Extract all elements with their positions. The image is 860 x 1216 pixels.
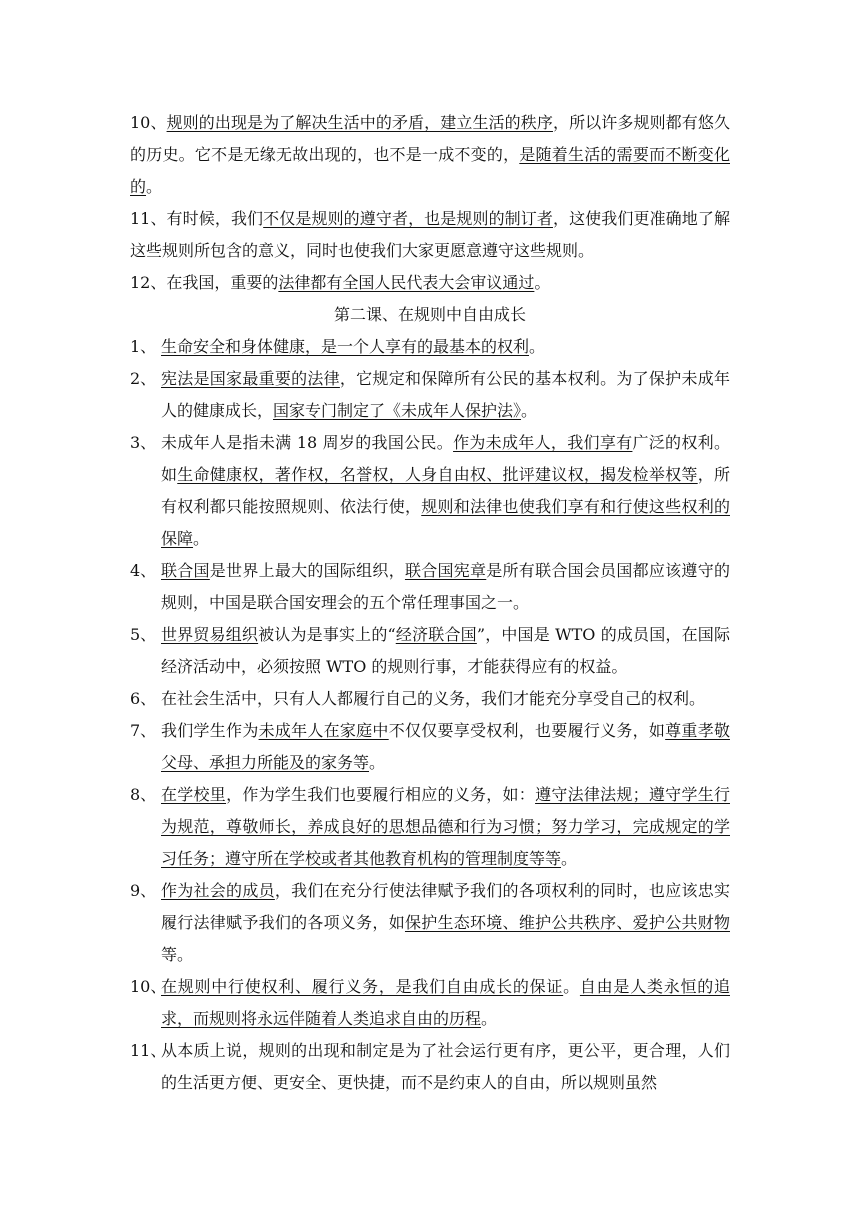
numbered-paragraph xyxy=(130,267,730,299)
numbered-paragraph xyxy=(130,363,730,427)
underlined-key-phrase: 世界贸易组织 xyxy=(161,625,259,644)
item-number: 5、 xyxy=(130,625,157,644)
text-segment: 我们学生作为 xyxy=(161,721,259,740)
text-segment: 广泛的权利。如 xyxy=(161,433,730,484)
text-segment: ，我们在充分行使法律赋予我们的各项权利的同时，也应该忠实履行法律赋予我们的各项义务，如 xyxy=(161,881,730,932)
text-segment: 等。 xyxy=(161,945,194,964)
text-segment: 。 xyxy=(529,337,546,356)
text-segment: 。 xyxy=(193,529,210,548)
underlined-key-phrase: 规则的出现是为了解决生活中的矛盾，建立生活的秩序 xyxy=(166,113,553,132)
text-segment: 11、有时候，我们 xyxy=(130,209,264,228)
underlined-key-phrase: 宪法是国家最重要的法律 xyxy=(161,369,340,388)
numbered-paragraph xyxy=(130,1035,730,1099)
text-segment: 。 xyxy=(369,753,386,772)
text-segment: 。 xyxy=(534,273,551,292)
underlined-key-phrase: 联合国宪章 xyxy=(404,561,487,580)
text-segment: 未成年人是指未满 18 周岁的我国公民。 xyxy=(161,433,454,452)
underlined-key-phrase: 规则和法律也使我们享有和行使这些权利的保障 xyxy=(161,497,730,548)
text-segment: 12、在我国，重要的 xyxy=(130,273,279,292)
numbered-paragraph xyxy=(130,203,730,267)
text-segment: ，所以许多规则都有悠久的历史。它不是无缘无故出现的，也不是一成不变的， xyxy=(130,113,730,164)
underlined-key-phrase: 自由是人类永恒的追求，而规则将永远伴随着人类追求自由的历程 xyxy=(161,977,730,1028)
underlined-key-phrase: 不仅是规则的遵守者，也是规则的制订者 xyxy=(263,209,553,228)
item-number: 4、 xyxy=(130,561,157,580)
item-number: 3、 xyxy=(130,433,157,452)
text-segment: 。 xyxy=(563,977,580,996)
numbered-paragraph xyxy=(130,715,730,779)
underlined-key-phrase: 尊重孝敬父母、承担力所能及的家务等 xyxy=(161,721,730,772)
numbered-paragraph xyxy=(130,555,730,619)
underlined-key-phrase: 在规则中行使权利、履行义务，是我们自由成长的保证 xyxy=(161,977,564,996)
underlined-key-phrase: 遵守法律法规；遵守学生行为规范，尊敬师长，养成良好的思想品德和行为习惯；努力学习，完成规定的学习任务；遵守所在学校或者其他教育机构的管理制度等等 xyxy=(161,785,730,868)
item-number: 2、 xyxy=(130,369,157,388)
text-segment: 。 xyxy=(481,1009,498,1028)
text-segment: 在社会生活中，只有人人都履行自己的义务，我们才能充分享受自己的权利。 xyxy=(161,689,706,708)
item-number: 1、 xyxy=(130,337,157,356)
underlined-key-phrase: 生命安全和身体健康，是一个人享有的最基本的权利 xyxy=(161,337,530,356)
text-segment: 不仅仅要享受权利，也要履行义务，如 xyxy=(388,721,666,740)
item-number: 7、 xyxy=(130,721,157,740)
underlined-key-phrase: 国家专门制定了《未成年人保护法》 xyxy=(273,401,522,420)
item-number: 9、 xyxy=(130,881,157,900)
underlined-key-phrase: 作为未成年人，我们享有 xyxy=(453,433,633,452)
item-number: 6、 xyxy=(130,689,157,708)
text-segment: 。 xyxy=(521,401,538,420)
text-segment: 是所有联合国会员国都应该遵守的规则，中国是联合国安理会的五个常任理事国之一。 xyxy=(161,561,730,612)
text-segment: 10、 xyxy=(130,113,167,132)
underlined-key-phrase: 法律都有全国人民代表大会审议通过 xyxy=(278,273,535,292)
text-segment: 被认为是事实上的“ xyxy=(258,625,396,644)
item-number: 10、 xyxy=(130,977,167,996)
numbered-paragraph xyxy=(130,107,730,203)
text-segment: ，作为学生我们也要履行相应的义务，如： xyxy=(226,785,536,804)
item-number: 8、 xyxy=(130,785,157,804)
numbered-paragraph xyxy=(130,779,730,875)
lesson-title xyxy=(130,299,730,331)
numbered-paragraph xyxy=(130,427,730,555)
text-segment: 。 xyxy=(561,849,578,868)
underlined-key-phrase: 在学校里 xyxy=(161,785,227,804)
text-segment: 。 xyxy=(146,177,163,196)
numbered-paragraph xyxy=(130,619,730,683)
text-segment: ，它规定和保障所有公民的基本权利。为了保护未成年人的健康成长， xyxy=(161,369,730,420)
underlined-key-phrase: 生命健康权，著作权，名誉权，人身自由权、批评建议权，揭发检举权等 xyxy=(177,465,698,484)
text-segment: 从本质上说，规则的出现和制定是为了社会运行更有序，更公平，更合理，人们的生活更方便、更安全、更快捷，而不是约束人的自由，所以规则虽然 xyxy=(161,1041,730,1092)
underlined-key-phrase: 保护生态环境、维护公共秩序、爱护公共财物 xyxy=(404,913,730,932)
item-number: 11、 xyxy=(130,1041,167,1060)
text-segment: ”，中国是 WTO 的成员国，在国际经济活动中，必须按照 WTO 的规则行事，才能获得应有的权益。 xyxy=(161,625,730,676)
underlined-key-phrase: 联合国 xyxy=(161,561,210,580)
underlined-key-phrase: 是随着生活的需要而不断变化的 xyxy=(130,145,730,196)
numbered-paragraph xyxy=(130,331,730,363)
numbered-paragraph xyxy=(130,875,730,971)
underlined-key-phrase: 作为社会的成员 xyxy=(161,881,275,900)
text-segment: 是世界上最大的国际组织， xyxy=(209,561,405,580)
underlined-key-phrase: 未成年人在家庭中 xyxy=(258,721,389,740)
numbered-paragraph xyxy=(130,971,730,1035)
text-segment: ，所有权利都只能按照规则、依法行使， xyxy=(161,465,730,516)
text-segment: 第二课、在规则中自由成长 xyxy=(333,305,526,324)
numbered-paragraph xyxy=(130,683,730,715)
text-segment: ，这使我们更准确地了解这些规则所包含的意义，同时也使我们大家更愿意遵守这些规则。 xyxy=(130,209,730,260)
underlined-key-phrase: 经济联合国 xyxy=(395,625,477,644)
